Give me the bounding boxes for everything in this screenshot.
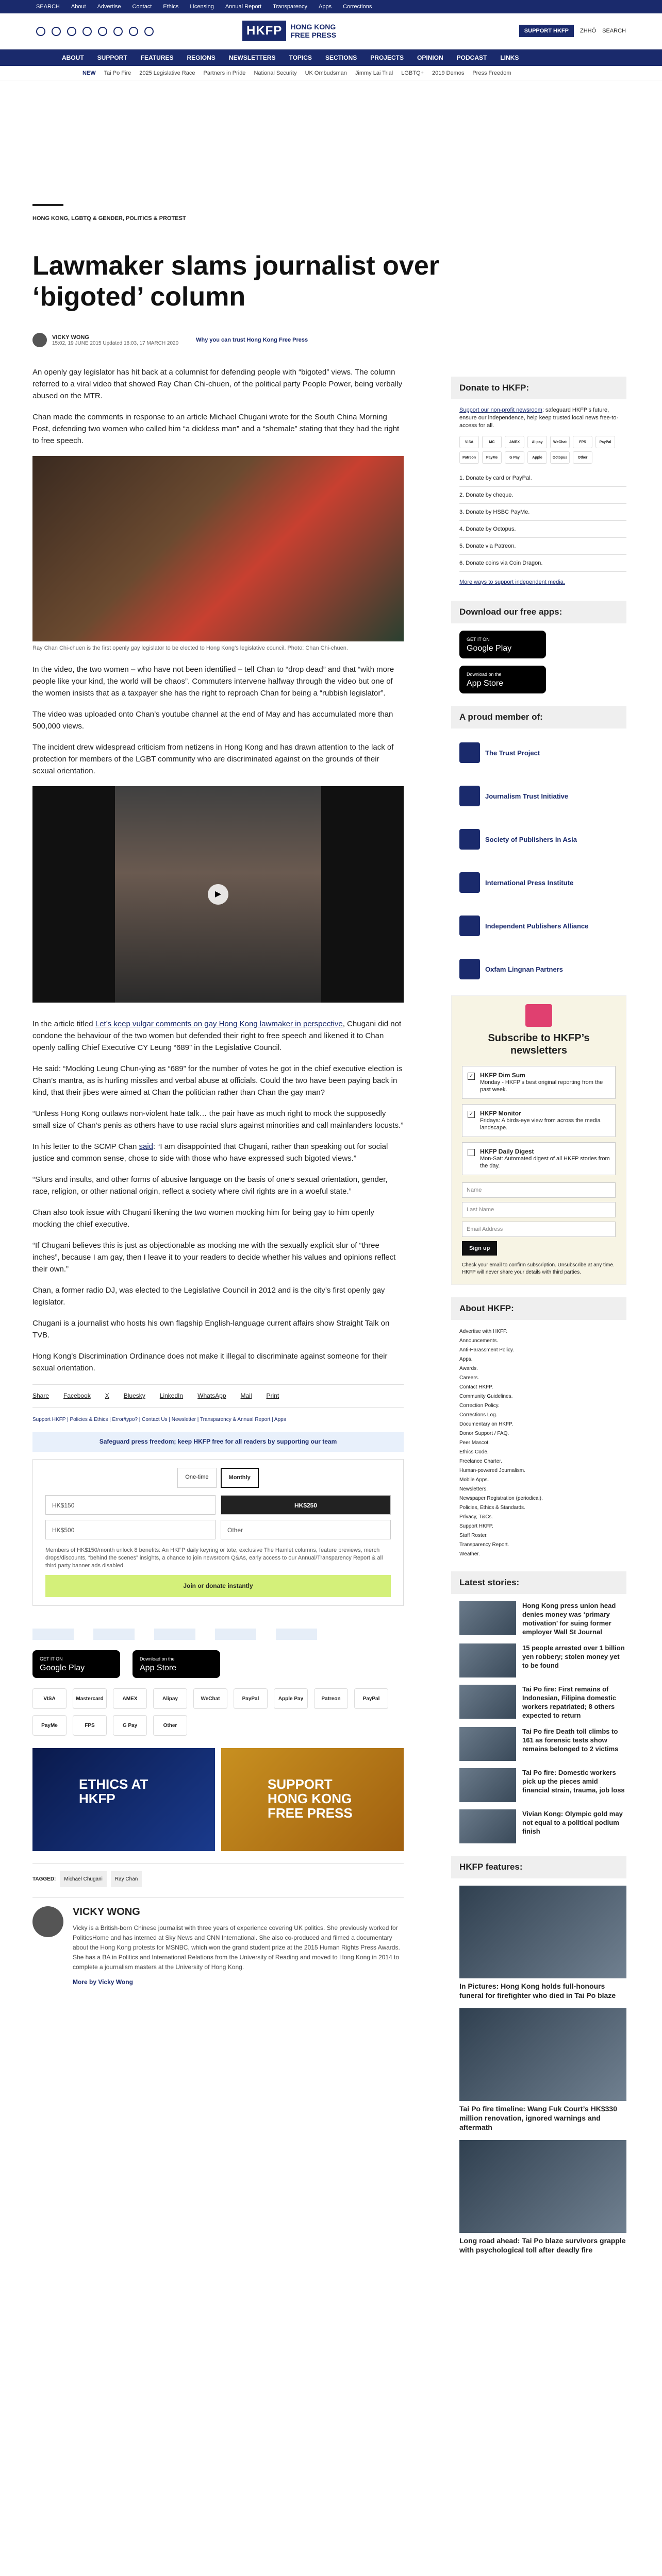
about-link[interactable]: Mobile Apps.: [459, 1477, 489, 1483]
apple-pay-icon[interactable]: Apple Pay: [274, 1688, 308, 1709]
about-link[interactable]: Documentary on HKFP.: [459, 1421, 514, 1427]
email-input[interactable]: Email Address: [462, 1222, 616, 1237]
share-label: Share: [32, 1392, 49, 1399]
amount-options: [45, 1495, 391, 1539]
about-link[interactable]: Anti-Harassment Policy.: [459, 1347, 514, 1353]
youtube-icon[interactable]: [98, 27, 107, 36]
ipi-logo[interactable]: [215, 1629, 256, 1640]
story-headline: Tai Po fire Death toll climbs to 161 as forensic tests show remains belonged to 2 victims: [522, 1727, 619, 1753]
donate-text: [451, 406, 626, 430]
option-desc: Monday - HKFP’s best original reporting from the past week.: [480, 1079, 603, 1093]
paragraph: Chan made the comments in response to an article Michael Chugani wrote for the South China Morning Post, defending two women who called him “a dickless man” and a “shemale” stating that they had the right to free speech.: [32, 413, 400, 445]
trending-link[interactable]: 2019 Demos: [432, 70, 465, 76]
member-logo[interactable]: [459, 779, 626, 813]
language-toggle[interactable]: ZHHÖ: [580, 28, 597, 34]
about-link[interactable]: Freelance Charter.: [459, 1459, 502, 1464]
sidebar: [451, 377, 626, 2263]
member-logo-list: [451, 736, 626, 986]
instagram-icon[interactable]: [67, 27, 76, 36]
trending-link[interactable]: National Security: [254, 70, 297, 76]
checkbox-icon[interactable]: ✓: [468, 1073, 475, 1080]
feature-image: [459, 2008, 626, 2101]
story-headline: Hong Kong press union head denies money was ‘primary motivation’ for suing former employer Wall St Journal: [522, 1602, 616, 1636]
google-play-small: GET IT ON: [467, 637, 490, 642]
story-thumbnail: [459, 1768, 516, 1802]
apps-title: Download our free apps:: [451, 601, 626, 623]
trending-link[interactable]: 2025 Legislative Race: [139, 70, 195, 76]
latest-story[interactable]: [451, 1809, 626, 1843]
promo-banners: [32, 1748, 404, 1851]
topbar-advertise[interactable]: Advertise: [97, 4, 121, 10]
sidebar-app-store[interactable]: [459, 666, 546, 693]
paragraph: Chan also took issue with Chugani likening the two women mocking him for being gay to him openly mocking the chief executive.: [32, 1208, 374, 1229]
share-linkedin[interactable]: LinkedIn: [159, 1392, 184, 1399]
nav-opinion[interactable]: OPINION: [417, 54, 443, 61]
pay-icon[interactable]: Octopus: [550, 451, 570, 464]
member-name: Society of Publishers in Asia: [485, 835, 577, 843]
paragraph: [32, 1018, 404, 1054]
payment-methods: [32, 1688, 404, 1736]
story-headline: Vivian Kong: Olympic gold may not equal to a political podium finish: [522, 1810, 623, 1835]
story-thumbnail: [459, 1685, 516, 1719]
share-mail[interactable]: Mail: [240, 1392, 252, 1399]
member-name: Oxfam Lingnan Partners: [485, 965, 563, 973]
publish-dates: 15:02, 19 JUNE 2015 Updated 18:03, 17 MARCH 2020: [52, 340, 179, 346]
app-store-label: App Store: [467, 679, 504, 688]
logo-line-1: HONG KONG: [290, 23, 336, 31]
about-link[interactable]: Contact HKFP.: [459, 1384, 493, 1390]
about-title: About HKFP:: [451, 1297, 626, 1320]
pay-icon[interactable]: PayMe: [482, 451, 502, 464]
about-link[interactable]: Newsletters.: [459, 1486, 488, 1492]
member-logo[interactable]: [459, 822, 626, 856]
one-time-tab[interactable]: One-time: [177, 1468, 216, 1488]
nonprofit-link[interactable]: Support our non-profit newsroom: [459, 407, 542, 413]
option-name: HKFP Daily Digest: [480, 1148, 534, 1155]
support-hkfp-button[interactable]: SUPPORT HKFP: [519, 25, 574, 37]
ethics-banner[interactable]: ETHICS AT HKFP: [32, 1748, 215, 1851]
pay-icon[interactable]: MC: [482, 436, 502, 448]
feature-story[interactable]: [451, 2008, 626, 2132]
author-avatar-large[interactable]: [32, 1906, 63, 1937]
pay-icon[interactable]: VISA: [459, 436, 479, 448]
latest-story[interactable]: [451, 1643, 626, 1677]
member-logo-icon: [459, 959, 480, 979]
topbar-search[interactable]: SEARCH: [36, 4, 60, 10]
social-icons: [36, 27, 154, 36]
join-donate-button[interactable]: Join or donate instantly: [45, 1575, 391, 1597]
feature-headline: In Pictures: Hong Kong holds full-honours funeral for firefighter who died in Tai Po blaze: [459, 1982, 616, 1999]
donate-method[interactable]: 1. Donate by card or PayPal.: [459, 470, 626, 487]
author-box: [32, 1897, 404, 1988]
story-headline: Tai Po fire: First remains of Indonesian, Filipina domestic workers repatriated; 8 others expected to return: [522, 1685, 617, 1719]
masthead: [0, 13, 662, 49]
pay-icon[interactable]: AMEX: [505, 436, 524, 448]
trending-link[interactable]: UK Ombudsman: [305, 70, 347, 76]
features-title: HKFP features:: [451, 1856, 626, 1878]
paragraph: An openly gay legislator has hit back at a columnist for defending people with “bigoted” views. The column referred to a viral video that showed Ray Chan Chi-chuen, of the political party People Power, being verbally abused on the MTR.: [32, 368, 403, 400]
support-links[interactable]: Support HKFP | Policies & Ethics | Error/typo? | Contact Us | Newsletter | Transparency & Annual Report | Apps: [32, 1417, 286, 1422]
category-rule: [32, 204, 63, 206]
telegram-icon[interactable]: [129, 27, 138, 36]
nav-newsletters[interactable]: NEWSLETTERS: [228, 54, 276, 61]
newsletter-note: Check your email to confirm subscription. Unsubscribe at any time. HKFP will never share your details with third parties.: [462, 1262, 615, 1275]
play-icon[interactable]: ▶: [208, 884, 228, 905]
nav-support[interactable]: SUPPORT: [97, 54, 127, 61]
option-desc: Mon-Sat: Automated digest of all HKFP stories from the day.: [480, 1156, 610, 1169]
paypal-icon[interactable]: PayPal: [234, 1688, 268, 1709]
donate-method[interactable]: 3. Donate by HSBC PayMe.: [459, 504, 626, 521]
topbar-apps[interactable]: Apps: [319, 4, 332, 10]
donate-method[interactable]: 6. Donate coins via Coin Dragon.: [459, 555, 626, 572]
letter-link[interactable]: said: [139, 1142, 154, 1151]
other-pay-icon[interactable]: Other: [153, 1715, 187, 1736]
option-desc: Fridays: A birds-eye view from across the media landscape.: [480, 1117, 601, 1131]
topbar-ethics[interactable]: Ethics: [163, 4, 179, 10]
paragraph: “Slurs and insults, and other forms of abusive language on the basis of one’s sexual orientation, gender, race, religion, or other national origin, reflect a society where civil rights are in a woeful state.”: [32, 1175, 388, 1196]
nav-sections[interactable]: SECTIONS: [325, 54, 357, 61]
member-name: The Trust Project: [485, 749, 540, 757]
trending-link[interactable]: Press Freedom: [472, 70, 511, 76]
donate-methods: [451, 470, 626, 572]
member-name: Independent Publishers Alliance: [485, 922, 589, 930]
feature-headline: Long road ahead: Tai Po blaze survivors grapple with psychological toll after deadly fire: [459, 2236, 626, 2254]
logo-wordmark: [290, 23, 336, 39]
latest-story[interactable]: [451, 1768, 626, 1802]
newsletter-option[interactable]: [462, 1104, 616, 1137]
ipa-logo[interactable]: [276, 1629, 317, 1640]
visa-icon[interactable]: VISA: [32, 1688, 67, 1709]
nav-topics[interactable]: TOPICS: [289, 54, 312, 61]
rss-icon[interactable]: [144, 27, 154, 36]
safeguard-banner[interactable]: Safeguard press freedom; keep HKFP free for all readers by supporting our team: [32, 1432, 404, 1452]
about-link[interactable]: Careers.: [459, 1375, 479, 1381]
trending-link[interactable]: Partners in Pride: [203, 70, 246, 76]
logo-line-2: FREE PRESS: [290, 31, 337, 39]
pay-icon[interactable]: Alipay: [527, 436, 547, 448]
photo-caption: Ray Chan Chi-chuen is the first openly gay legislator to be elected to Hong Kong’s legislative council. Photo: Chan Chi-chuen.: [32, 645, 348, 651]
newsletter-title: Subscribe to HKFP’s newsletters: [488, 1032, 590, 1056]
topbar-contact[interactable]: Contact: [132, 4, 152, 10]
about-link[interactable]: Correction Policy.: [459, 1403, 500, 1409]
about-link[interactable]: Policies, Ethics & Standards.: [459, 1505, 525, 1511]
latest-story[interactable]: [451, 1727, 626, 1761]
trending-link[interactable]: Tai Po Fire: [104, 70, 131, 76]
pay-icon[interactable]: PayPal: [595, 436, 615, 448]
paragraph: “If Chugani believes this is just as objectionable as mocking me with the sexually explicit slur of “three inches”, because I am gay, then I leave it to your readers to decide whether his values and opinions reflect their own.”: [32, 1241, 396, 1274]
paragraph-text: In the article titled: [32, 1020, 95, 1028]
member-logo-icon: [459, 742, 480, 763]
member-logos-row: [32, 1629, 404, 1640]
masthead-search[interactable]: SEARCH: [602, 28, 626, 34]
paypal-icon[interactable]: PayPal: [354, 1688, 388, 1709]
about-link[interactable]: Corrections Log.: [459, 1412, 498, 1418]
paragraph: The incident drew widespread criticism from netizens in Hong Kong and has drawn attention to the lack of protection for members of the LGBT community who are discriminated against on the grounds of their sexual orientation.: [32, 743, 394, 775]
member-name: International Press Institute: [485, 878, 574, 887]
about-link[interactable]: Human-powered Journalism.: [459, 1468, 525, 1473]
topbar-about[interactable]: About: [71, 4, 86, 10]
newsletter-option[interactable]: [462, 1142, 616, 1175]
author-box-name[interactable]: VICKY WONG: [73, 1906, 140, 1918]
story-thumbnail: [459, 1727, 516, 1761]
pay-icon[interactable]: WeChat: [550, 436, 570, 448]
newsletter-signup: [451, 995, 626, 1285]
pay-icon[interactable]: G Pay: [505, 451, 524, 464]
amount-option[interactable]: HK$150: [45, 1495, 216, 1515]
about-link[interactable]: Staff Roster.: [459, 1533, 488, 1538]
latest-story[interactable]: [451, 1601, 626, 1636]
share-bar: [32, 1384, 404, 1408]
newsletter-option[interactable]: [462, 1066, 616, 1099]
tag[interactable]: Ray Chan: [111, 1871, 142, 1887]
paragraph-text: : “I am disappointed that Chugani, rather than speaking out for social justice and common sense, chose to side with those who have expressed such bigoted views.”: [32, 1142, 388, 1163]
member-logo-icon: [459, 829, 480, 850]
member-logo-icon: [459, 872, 480, 893]
share-bluesky[interactable]: Bluesky: [123, 1392, 145, 1399]
alipay-icon[interactable]: Alipay: [153, 1688, 187, 1709]
support-banner[interactable]: SUPPORT HONG KONG FREE PRESS: [221, 1748, 404, 1851]
mastercard-icon[interactable]: Mastercard: [73, 1688, 107, 1709]
monthly-tab[interactable]: Monthly: [221, 1468, 259, 1488]
tag[interactable]: Michael Chugani: [60, 1871, 107, 1887]
about-list: [451, 1327, 626, 1559]
story-thumbnail: [459, 1809, 516, 1843]
newsletter-icon: [525, 1004, 552, 1027]
google-play-label: Google Play: [467, 644, 512, 653]
option-name: HKFP Monitor: [480, 1110, 521, 1117]
about-link[interactable]: Ethics Code.: [459, 1449, 489, 1455]
tag-list: [32, 1863, 404, 1887]
google-play-label: Google Play: [40, 1664, 85, 1672]
pay-icon[interactable]: FPS: [573, 436, 592, 448]
article-photo[interactable]: [32, 456, 404, 641]
nav-about[interactable]: ABOUT: [62, 54, 84, 61]
paragraph: Chan, a former radio DJ, was elected to the Legislative Council in 2012 and is the city’s first openly gay legislator.: [32, 1286, 385, 1307]
member-benefits: Members of HK$150/month unlock 8 benefits: An HKFP daily keyring or tote, exclusive The Hamlet columns, feature previews, merch drops/discounts, “behind the scenes” insights, a chance to join newsroom Q&As, early access to our Annual/Transparency Report & all third party banner ads disabled.: [45, 1547, 383, 1569]
patreon-icon[interactable]: Patreon: [314, 1688, 348, 1709]
share-x[interactable]: X: [105, 1392, 109, 1399]
nav-projects[interactable]: PROJECTS: [370, 54, 404, 61]
last-name-input[interactable]: Last Name: [462, 1202, 616, 1217]
tags-label: TAGGED:: [32, 1876, 56, 1882]
sidebar-payment-icons: [451, 436, 626, 464]
donate-method[interactable]: 4. Donate by Octopus.: [459, 521, 626, 538]
jti-logo[interactable]: [93, 1629, 135, 1640]
amount-option[interactable]: HK$500: [45, 1520, 216, 1539]
article-body: [32, 366, 404, 1988]
about-link[interactable]: Support HKFP.: [459, 1523, 493, 1529]
nav-links[interactable]: LINKS: [500, 54, 519, 61]
payme-icon[interactable]: PayMe: [32, 1715, 67, 1736]
story-thumbnail: [459, 1643, 516, 1677]
masthead-actions: [519, 25, 626, 37]
site-logo[interactable]: [242, 21, 336, 41]
donate-text-body: : safeguard HKFP’s future, ensure our independence, help keep trusted local news free-to-access for all.: [459, 407, 619, 429]
donate-title: Donate to HKFP:: [451, 377, 626, 399]
trending-link[interactable]: Jimmy Lai Trial: [355, 70, 393, 76]
member-logo[interactable]: [459, 736, 626, 770]
about-link[interactable]: Community Guidelines.: [459, 1394, 513, 1399]
amex-icon[interactable]: AMEX: [113, 1688, 147, 1709]
about-link[interactable]: Weather.: [459, 1551, 480, 1557]
story-thumbnail: [459, 1601, 516, 1635]
scmp-article-link[interactable]: Let’s keep vulgar comments on gay Hong Kong lawmaker in perspective: [95, 1020, 343, 1028]
about-link[interactable]: Peer Mascot.: [459, 1440, 490, 1446]
about-link[interactable]: Donor Support / FAQ.: [459, 1431, 509, 1436]
signup-button[interactable]: Sign up: [462, 1241, 497, 1256]
facebook-icon[interactable]: [36, 27, 45, 36]
more-ways-link[interactable]: More ways to support independent media.: [459, 579, 565, 585]
author-bio: Vicky is a British-born Chinese journalist with three years of experience covering UK politics. She previously worked for PoliticsHome and has interned at Sky News and CNN International. She also co-produced and filmed a documentary about the Hong Kong protests for MSNBC, which won the grand student prize at the 2015 Human Rights Press Awards. She has a BA in Politics and International Relations from the University of Reading and moved to Hong Kong in 2014 to complete a journalism masters at the University of Hong Kong.: [73, 1924, 400, 1971]
latest-story[interactable]: [451, 1685, 626, 1720]
member-logo-icon: [459, 786, 480, 806]
member-logo[interactable]: [459, 866, 626, 900]
pay-icon[interactable]: Patreon: [459, 451, 479, 464]
google-play-button[interactable]: [32, 1650, 120, 1678]
nav-regions[interactable]: REGIONS: [187, 54, 216, 61]
feature-image: [459, 1886, 626, 1978]
share-print[interactable]: Print: [266, 1392, 279, 1399]
share-whatsapp[interactable]: WhatsApp: [197, 1392, 226, 1399]
trust-project-logo[interactable]: [32, 1629, 74, 1640]
nav-podcast[interactable]: PODCAST: [456, 54, 487, 61]
about-link[interactable]: Privacy, T&Cs.: [459, 1514, 493, 1520]
logo-mark: HKFP: [242, 21, 286, 41]
share-facebook[interactable]: Facebook: [63, 1392, 91, 1399]
app-store-label: App Store: [140, 1664, 177, 1672]
app-store-button[interactable]: [133, 1650, 220, 1678]
member-logo-icon: [459, 916, 480, 936]
threads-icon[interactable]: [82, 27, 92, 36]
article-title: Lawmaker slams journalist over ‘bigoted’ column: [32, 251, 440, 312]
member-logo[interactable]: [459, 909, 626, 943]
sopa-logo[interactable]: [154, 1629, 195, 1640]
option-name: HKFP Dim Sum: [480, 1072, 525, 1079]
donate-method[interactable]: 5. Donate via Patreon.: [459, 538, 626, 555]
top-utility-bar: [0, 0, 662, 13]
pay-icon[interactable]: Apple: [527, 451, 547, 464]
donate-method[interactable]: 2. Donate by cheque.: [459, 487, 626, 504]
more-by-author-link[interactable]: More by Vicky Wong: [73, 1978, 133, 1986]
nav-features[interactable]: FEATURES: [140, 54, 174, 61]
amount-other[interactable]: Other: [221, 1520, 391, 1539]
x-icon[interactable]: [52, 27, 61, 36]
paragraph-text: In his letter to the SCMP Chan: [32, 1142, 139, 1151]
member-name: Journalism Trust Initiative: [485, 792, 569, 800]
paragraph: In the video, the two women – who have not been identified – tell Chan to “drop dead” and that “with more people like your kind, the world will be chaos”. Commuters intervene halfway through the video but one of the women insists that as a taxpayer she has the right to reproach Chan for being a “rubbish legislator”.: [32, 665, 394, 698]
main-nav: [0, 49, 662, 66]
fps-icon[interactable]: FPS: [73, 1715, 107, 1736]
gpay-icon[interactable]: G Pay: [113, 1715, 147, 1736]
pay-icon[interactable]: Other: [573, 451, 592, 464]
paragraph: He said: “Mocking Leung Chun-ying as “689” for the number of votes he got in the chief executive election is Chan’s mantra, as is hurling missiles and verbal abuse at officials. Could the two have been paying back in kind, that their jibes were aimed at Chan the politician rather than Chan the gay man?: [32, 1064, 403, 1097]
linkedin-icon[interactable]: [113, 27, 123, 36]
donation-widget: [32, 1459, 404, 1606]
author-name[interactable]: VICKY WONG: [52, 334, 89, 341]
checkbox-icon[interactable]: ✓: [468, 1111, 475, 1118]
paragraph: [32, 1141, 404, 1164]
feature-headline: Tai Po fire timeline: Wang Fuk Court’s HK$330 million renovation, ignored warnings and aftermath: [459, 2105, 617, 2131]
video-embed[interactable]: [32, 786, 404, 1003]
feature-story[interactable]: [451, 2140, 626, 2255]
paragraph: The video was uploaded onto Chan’s youtube channel at the end of May and has accumulated more than 500,000 views.: [32, 710, 393, 731]
checkbox-icon[interactable]: [468, 1149, 475, 1156]
member-title: A proud member of:: [451, 706, 626, 728]
new-label: NEW: [82, 70, 96, 76]
app-store-small: Download on the: [467, 672, 502, 677]
story-headline: Tai Po fire: Domestic workers pick up the pieces amid financial strain, trauma, job loss: [522, 1769, 625, 1794]
feature-image: [459, 2140, 626, 2233]
frequency-toggle: [45, 1468, 391, 1488]
about-link[interactable]: Newspaper Registration (periodical).: [459, 1496, 543, 1501]
article-category[interactable]: HONG KONG, LGBTQ & GENDER, POLITICS & PROTEST: [32, 215, 186, 222]
latest-title: Latest stories:: [451, 1571, 626, 1594]
about-link[interactable]: Announcements.: [459, 1338, 499, 1344]
member-logo[interactable]: [459, 952, 626, 986]
first-name-input[interactable]: Name: [462, 1182, 616, 1198]
paragraph: “Unless Hong Kong outlaws non-violent hate talk… the pair have as much right to mock the supposedly small size of Chan’s penis as others have to use racial slurs against minorities and call mainlanders locusts.”: [32, 1109, 404, 1130]
app-store-small: Download on the: [140, 1656, 175, 1662]
author-avatar[interactable]: [32, 333, 47, 347]
app-buttons: [32, 1650, 404, 1678]
topbar-transparency[interactable]: Transparency: [273, 4, 307, 10]
trending-bar: [0, 66, 662, 80]
paragraph-text: , Chugani did not condone the behaviour of the two women but defended their right to free speech and likened it to Chan openly calling Chief Executive CY Leung “689” in the Legislative Council.: [32, 1020, 402, 1052]
paragraph: Hong Kong’s Discrimination Ordinance does not make it illegal to discriminate against someone for their sexual orientation.: [32, 1352, 388, 1372]
byline: [32, 333, 308, 347]
amount-option-selected[interactable]: HK$250: [221, 1495, 391, 1515]
topbar-corrections[interactable]: Corrections: [343, 4, 372, 10]
about-link[interactable]: Transparency Report.: [459, 1542, 509, 1548]
google-play-small: GET IT ON: [40, 1656, 63, 1662]
about-link[interactable]: Advertise with HKFP.: [459, 1329, 508, 1334]
about-link[interactable]: Apps.: [459, 1357, 473, 1362]
about-link[interactable]: Awards.: [459, 1366, 478, 1371]
story-headline: 15 people arrested over 1 billion yen robbery; stolen money yet to be found: [522, 1644, 625, 1669]
topbar-licensing[interactable]: Licensing: [190, 4, 214, 10]
trending-link[interactable]: LGBTQ+: [401, 70, 424, 76]
topbar-annual-report[interactable]: Annual Report: [225, 4, 262, 10]
sidebar-google-play[interactable]: [459, 631, 546, 658]
wechat-icon[interactable]: WeChat: [193, 1688, 227, 1709]
feature-story[interactable]: [451, 1886, 626, 2000]
trust-link[interactable]: Why you can trust Hong Kong Free Press: [196, 337, 308, 343]
paragraph: Chugani is a journalist who hosts his own flagship English-language current affairs show Straight Talk on TVB.: [32, 1319, 390, 1340]
